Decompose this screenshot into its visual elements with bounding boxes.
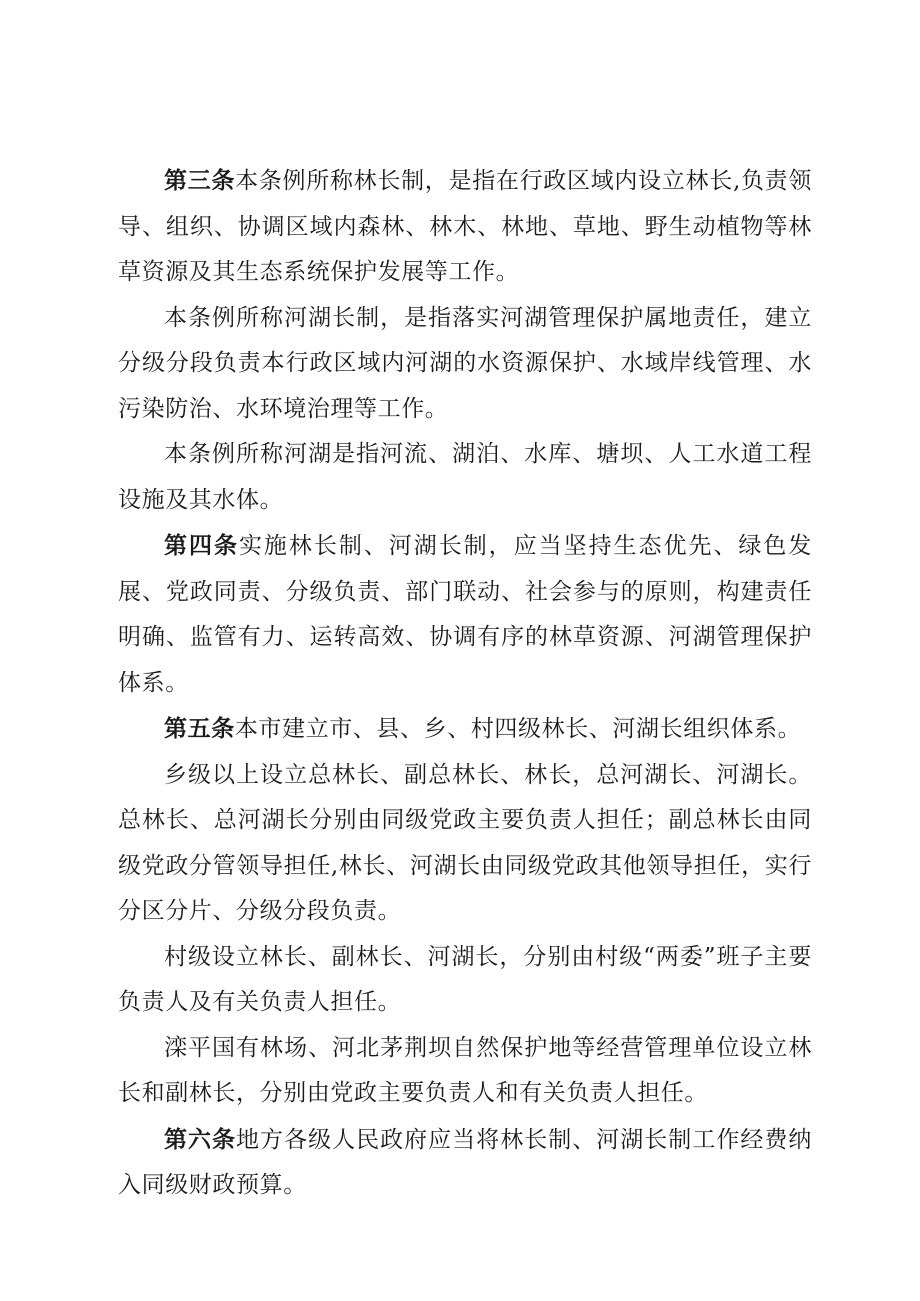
paragraph-article-6 bbox=[118, 1117, 812, 1209]
article-number: 第四条 bbox=[164, 532, 239, 559]
paragraph-text: 本条例所称河湖长制，是指落实河湖管理保护属地责任，建立分级分段负责本行政区域内河湖的水资源保护、水域岸线管理、水污染防治、水环境治理等工作。 bbox=[118, 304, 812, 422]
paragraph-article-5-part-2 bbox=[118, 753, 812, 935]
paragraph-text: 实施林长制、河湖长制，应当坚持生态优先、绿色发展、党政同责、分级负责、部门联动、社会参与的原则，构建责任明确、监管有力、运转高效、协调有序的林草资源、河湖管理保护体系。 bbox=[118, 533, 812, 696]
paragraph-article-4 bbox=[118, 523, 812, 706]
document-page bbox=[118, 158, 812, 1209]
paragraph-text: 本市建立市、县、乡、村四级林长、河湖长组织体系。 bbox=[234, 716, 802, 742]
paragraph-article-3-part-2 bbox=[118, 296, 812, 433]
paragraph-text: 本条例所称林长制，是指在行政区域内设立林长,负责领导、组织、协调区域内森林、林木、林地、草地、野生动植物等林草资源及其生态系统保护发展等工作。 bbox=[118, 168, 812, 285]
article-number: 第三条 bbox=[164, 167, 236, 194]
paragraph-text: 村级设立林长、副林长、河湖长，分别由村级“两委”班子主要负责人及有关负责人担任。 bbox=[118, 943, 812, 1015]
paragraph-text: 滦平国有林场、河北茅荆坝自然保护地等经营管理单位设立林长和副林长，分别由党政主要负责人和有关负责人担任。 bbox=[118, 1034, 812, 1106]
paragraph-text: 本条例所称河湖是指河流、湖泊、水库、塘坝、人工水道工程设施及其水体。 bbox=[118, 441, 812, 513]
paragraph-text: 乡级以上设立总林长、副总林长、林长，总河湖长、河湖长。总林长、总河湖长分别由同级党政主要负责人担任；副总林长由同级党政分管领导担任,林长、河湖长由同级党政其他领导担任，实行分区分片、分级分段负责。 bbox=[118, 761, 812, 924]
article-number: 第六条 bbox=[164, 1125, 237, 1153]
paragraph-text: 地方各级人民政府应当将林长制、河湖长制工作经费纳入同级财政预算。 bbox=[118, 1126, 812, 1198]
article-number: 第五条 bbox=[164, 715, 235, 742]
paragraph-article-5-part-3 bbox=[118, 935, 812, 1026]
paragraph-article-3 bbox=[118, 158, 812, 296]
paragraph-article-5 bbox=[118, 706, 812, 753]
paragraph-article-5-part-4 bbox=[118, 1026, 812, 1117]
paragraph-article-3-part-3 bbox=[118, 432, 812, 523]
